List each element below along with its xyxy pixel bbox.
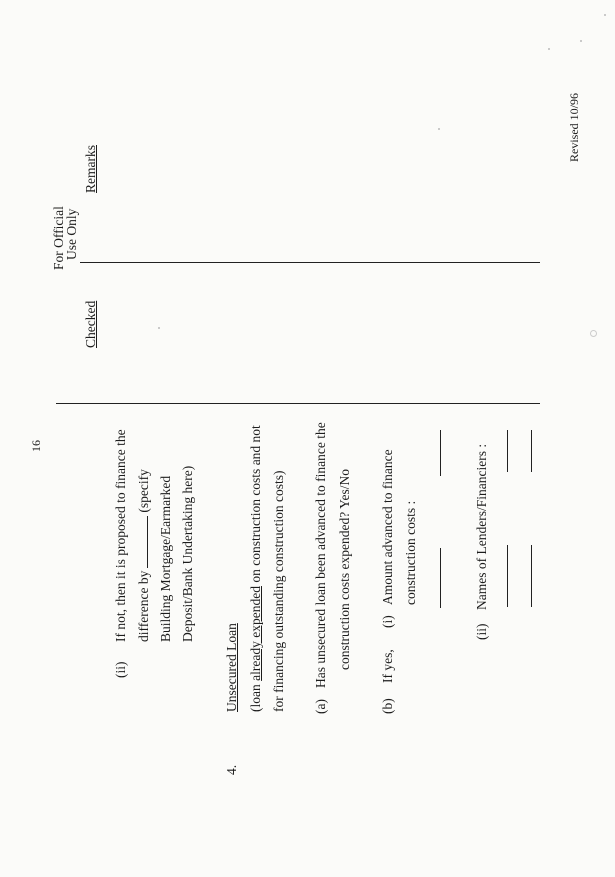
scan-speck [438, 128, 440, 130]
specify-blank [146, 516, 148, 568]
item-b-prefix: If yes, [380, 649, 395, 683]
item-b-sub-ii-marker: (ii) [474, 623, 489, 640]
section-4-desc1: (loan already expended on construction costs and not [248, 425, 263, 712]
checked-header: Checked [83, 300, 98, 348]
table-rule-middle [80, 262, 540, 263]
scan-speck [158, 327, 160, 329]
section-4-title: Unsecured Loan [224, 623, 239, 712]
answer-line-ii-top-2 [531, 430, 532, 472]
item-b-sub-i-line1: Amount advanced to finance [380, 449, 395, 605]
item-ii-line2: difference by(specify [136, 469, 151, 642]
item-a-line2: construction costs expended? Yes/No [337, 469, 352, 670]
item-b-sub-i-line2: construction costs : [403, 500, 418, 605]
remarks-header: Remarks [83, 145, 98, 193]
item-b-sub-ii-text: Names of Lenders/Financiers : [474, 443, 489, 610]
item-ii-line4: Deposit/Bank Undertaking here) [180, 465, 195, 642]
section-4-number: 4. [224, 764, 239, 775]
scan-speck [580, 40, 582, 42]
item-ii-line3: Building Mortgage/Earmarked [158, 475, 173, 642]
revision-label: Revised 10/96 [567, 93, 581, 162]
item-b-marker: (b) [380, 698, 395, 714]
official-use-line1: For Official [51, 206, 66, 270]
item-ii-line1: If not, then it is proposed to finance the [113, 429, 128, 642]
answer-line-ii-2 [531, 545, 532, 607]
official-use-line2: Use Only [64, 208, 79, 260]
section-4-desc2: for financing outstanding construction costs) [271, 470, 286, 712]
answer-line-ii [507, 545, 508, 607]
answer-line-i [440, 548, 441, 608]
item-a-marker: (a) [313, 699, 328, 714]
item-ii-marker: (ii) [113, 661, 128, 678]
item-a-line1: Has unsecured loan been advanced to finance the [313, 422, 328, 688]
table-rule-top [56, 403, 540, 404]
answer-line-i-top [440, 430, 441, 476]
scan-speck [548, 48, 550, 50]
scan-speck [590, 330, 597, 337]
page-number: 16 [29, 440, 43, 452]
answer-line-ii-top [507, 430, 508, 472]
item-b-sub-i-marker: (i) [380, 615, 395, 628]
scan-speck [604, 14, 606, 16]
